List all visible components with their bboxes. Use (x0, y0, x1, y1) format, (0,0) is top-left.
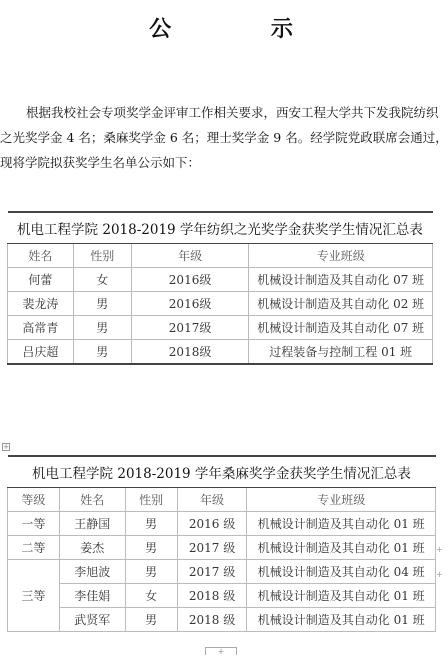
move-handle-icon[interactable]: + (3, 443, 9, 451)
name-cell: 高常青 (8, 316, 74, 340)
column-header: 年级 (131, 244, 249, 268)
gender-cell: 男 (125, 608, 177, 632)
grade-cell: 2017 级 (177, 536, 247, 560)
column-header: 年级 (177, 488, 247, 512)
class-cell: 机械设计制造及其自动化 02 班 (249, 292, 433, 316)
class-cell: 机械设计制造及其自动化 01 班 (247, 536, 436, 560)
name-cell: 李佳娟 (59, 584, 125, 608)
table-caption: 机电工程学院 2018-2019 学年纺织之光奖学金获奖学生情况汇总表 (8, 212, 433, 244)
gender-cell: 男 (73, 292, 131, 316)
name-cell: 裴龙涛 (8, 292, 74, 316)
column-header: 姓名 (8, 244, 74, 268)
grade-cell: 2018 级 (177, 584, 247, 608)
grade-cell: 2017 级 (177, 560, 247, 584)
class-cell: 过程装备与控制工程 01 班 (249, 340, 433, 365)
name-cell: 姜杰 (59, 536, 125, 560)
plus-icon[interactable]: + (436, 570, 443, 579)
grade-cell: 2018级 (131, 340, 249, 365)
gender-cell: 男 (125, 512, 177, 536)
grade-cell: 2016级 (131, 292, 249, 316)
class-cell: 机械设计制造及其自动化 01 班 (247, 584, 436, 608)
table-caption: 机电工程学院 2018-2019 学年桑麻奖学金获奖学生情况汇总表 (8, 456, 436, 488)
plus-icon[interactable]: + (436, 545, 443, 554)
level-cell: 一等 (8, 512, 60, 536)
column-header: 专业班级 (247, 488, 436, 512)
grade-cell: 2018 级 (177, 608, 247, 632)
paragraph-line-3: 现将学院拟获奖学生名单公示如下： (0, 155, 201, 170)
notice-paragraph (0, 100, 448, 175)
table-row (8, 292, 433, 316)
grade-cell: 2016级 (131, 268, 249, 292)
class-cell: 机械设计制造及其自动化 01 班 (247, 512, 436, 536)
page-title: 公 示 (149, 17, 339, 42)
table-row (8, 608, 436, 632)
table-row (8, 316, 433, 340)
gender-cell: 男 (73, 340, 131, 365)
gender-cell: 女 (73, 268, 131, 292)
paragraph-line-1: 根据我校社会专项奖学金评审工作相关要求，西安工程大学共下发我院纺织 (26, 105, 439, 120)
level-cell: 二等 (8, 536, 60, 560)
column-header: 性别 (125, 488, 177, 512)
gender-cell: 男 (125, 560, 177, 584)
name-cell: 王静国 (59, 512, 125, 536)
name-cell: 李旭波 (59, 560, 125, 584)
plus-icon[interactable]: + (205, 647, 237, 655)
class-cell: 机械设计制造及其自动化 04 班 (247, 560, 436, 584)
column-header: 等级 (8, 488, 60, 512)
name-cell: 武贤军 (59, 608, 125, 632)
class-cell: 机械设计制造及其自动化 07 班 (249, 316, 433, 340)
column-header: 姓名 (59, 488, 125, 512)
table-row (8, 536, 436, 560)
award-table-textile-light (7, 211, 433, 365)
gender-cell: 男 (125, 536, 177, 560)
gender-cell: 女 (125, 584, 177, 608)
award-table-sangma (7, 455, 436, 632)
column-header: 性别 (73, 244, 131, 268)
table-row (8, 340, 433, 365)
grade-cell: 2016 级 (177, 512, 247, 536)
table-row (8, 268, 433, 292)
name-cell: 吕庆超 (8, 340, 74, 365)
name-cell: 何蕾 (8, 268, 74, 292)
table-row (8, 560, 436, 584)
class-cell: 机械设计制造及其自动化 01 班 (247, 608, 436, 632)
paragraph-line-2: 之光奖学金 4 名；桑麻奖学金 6 名；理士奖学金 9 名。经学院党政联席会通过， (0, 130, 448, 145)
column-header: 专业班级 (249, 244, 433, 268)
table-row (8, 512, 436, 536)
table-row (8, 584, 436, 608)
grade-cell: 2017级 (131, 316, 249, 340)
class-cell: 机械设计制造及其自动化 07 班 (249, 268, 433, 292)
gender-cell: 男 (73, 316, 131, 340)
level-cell: 三等 (8, 560, 60, 632)
